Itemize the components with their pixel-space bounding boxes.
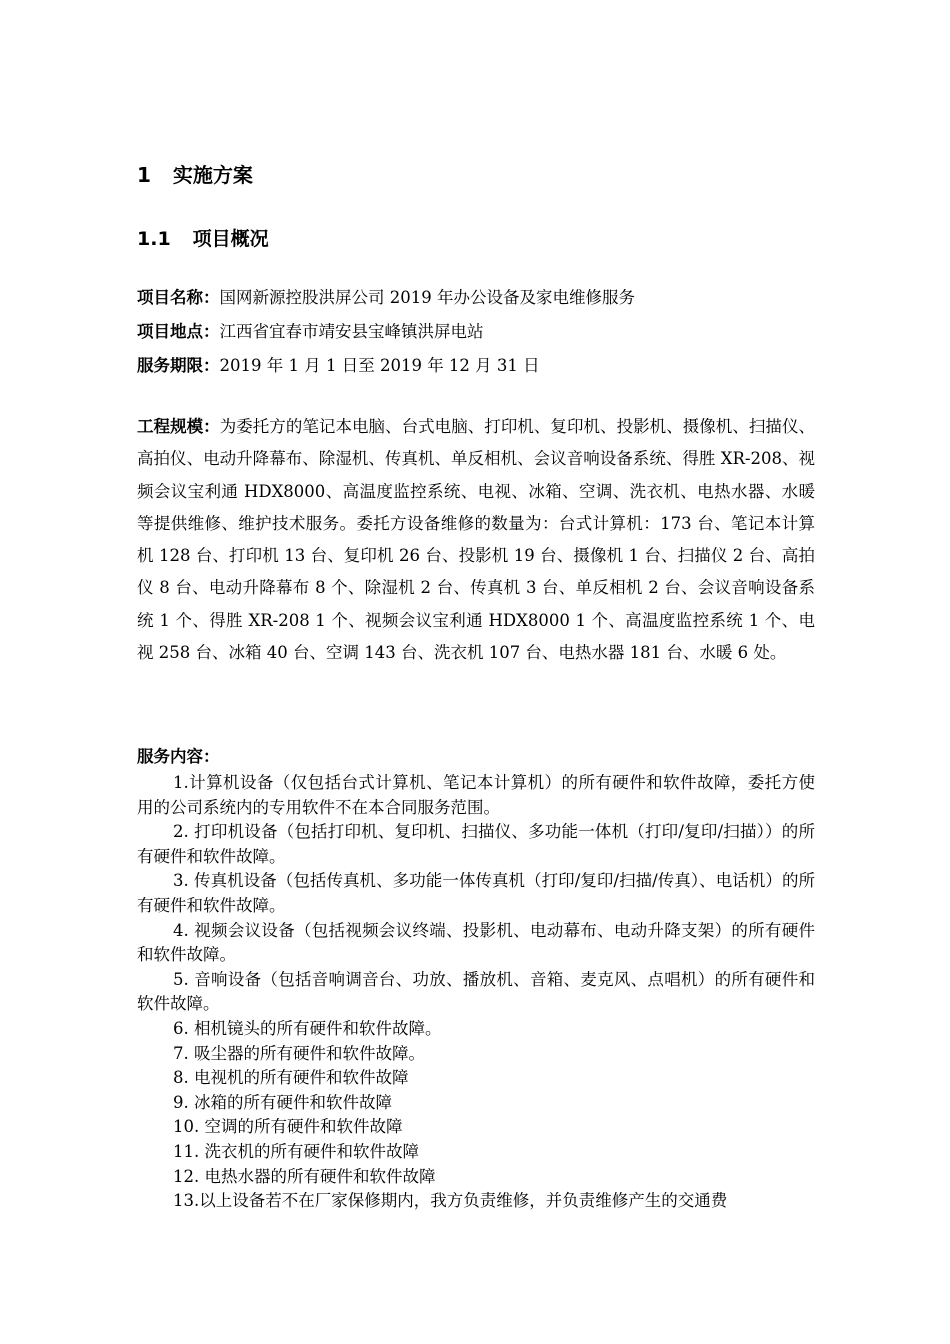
project-name-line: [137, 286, 635, 310]
services-list: [137, 771, 815, 1214]
subsection-number: 1.1: [137, 228, 171, 250]
service-item: 6. 相机镜头的所有硬件和软件故障。: [173, 1018, 442, 1038]
service-period-label: 服务期限：: [137, 356, 220, 375]
service-item: 11. 洗衣机的所有硬件和软件故障: [173, 1141, 419, 1161]
service-item: 4. 视频会议设备（包括视频会议终端、投影机、电动幕布、电动升降支架）的所有硬件和软件故障。: [137, 920, 815, 965]
project-scale-value: 为委托方的笔记本电脑、台式电脑、打印机、复印机、投影机、摄像机、扫描仪、高拍仪、电动升降幕布、除湿机、传真机、单反相机、会议音响设备系统、得胜 XR-208、视频会议宝利通 HDX8000、高温度监控系统、电视、冰箱、空调、洗衣机、电热水器、水暖等提供维修、维护技术服务。委托方设备维修的数量为：台式计算机：173 台、笔记本计算机 128 台、打印机 13 台、复印机 26 台、投影机 19 台、摄像机 1 台、扫描仪 2 台、高拍仪 8 台、电动升降幕布 8 个、除湿机 2 台、传真机 3 台、单反相机 2 台、会议音响设备系统 1 个、得胜 XR-208 1 个、视频会议宝利通 HDX8000 1 个、高温度监控系统 1 个、电视 258 台、冰箱 40 台、空调 143 台、洗衣机 107 台、电热水器 181 台、水暖 6 处。: [137, 417, 816, 663]
project-name-label: 项目名称：: [137, 288, 220, 307]
project-location-label: 项目地点：: [137, 322, 220, 341]
subsection-title: 项目概况: [192, 228, 269, 250]
service-item: 3. 传真机设备（包括传真机、多功能一体传真机（打印/复印/扫描/传真）、电话机）的所有硬件和软件故障。: [137, 871, 815, 915]
service-item: 1.计算机设备（仅包括台式计算机、笔记本计算机）的所有硬件和软件故障，委托方使用的公司系统内的专用软件不在本合同服务范围。: [137, 773, 815, 817]
project-scale-paragraph: [137, 411, 815, 669]
section-heading-1: [137, 160, 253, 190]
service-item: 13.以上设备若不在厂家保修期内，我方负责维修，并负责维修产生的交通费: [173, 1191, 728, 1211]
service-item: 5. 音响设备（包括音响调音台、功放、播放机、音箱、麦克风、点唱机）的所有硬件和软件故障。: [137, 969, 815, 1014]
service-item: 10. 空调的所有硬件和软件故障: [173, 1117, 403, 1137]
service-period-line: [137, 354, 540, 378]
section-number: 1: [137, 163, 151, 187]
project-name-value: 国网新源控股洪屏公司 2019 年办公设备及家电维修服务: [219, 288, 635, 307]
section-title: 实施方案: [172, 163, 253, 187]
project-location-line: [137, 320, 484, 344]
service-item: 2. 打印机设备（包括打印机、复印机、扫描仪、多功能一体机（打印/复印/扫描））的所有硬件和软件故障。: [137, 822, 815, 866]
service-item: 7. 吸尘器的所有硬件和软件故障。: [173, 1043, 425, 1063]
service-period-value: 2019 年 1 月 1 日至 2019 年 12 月 31 日: [219, 356, 540, 375]
services-title: 服务内容：: [137, 747, 220, 766]
service-item: 12. 电热水器的所有硬件和软件故障: [173, 1166, 436, 1186]
project-location-value: 江西省宜春市靖安县宝峰镇洪屏电站: [219, 322, 484, 341]
service-item: 9. 冰箱的所有硬件和软件故障: [173, 1092, 392, 1112]
section-heading-1-1: [137, 224, 269, 254]
service-item: 8. 电视机的所有硬件和软件故障: [173, 1068, 409, 1088]
project-scale-label: 工程规模：: [137, 417, 220, 436]
